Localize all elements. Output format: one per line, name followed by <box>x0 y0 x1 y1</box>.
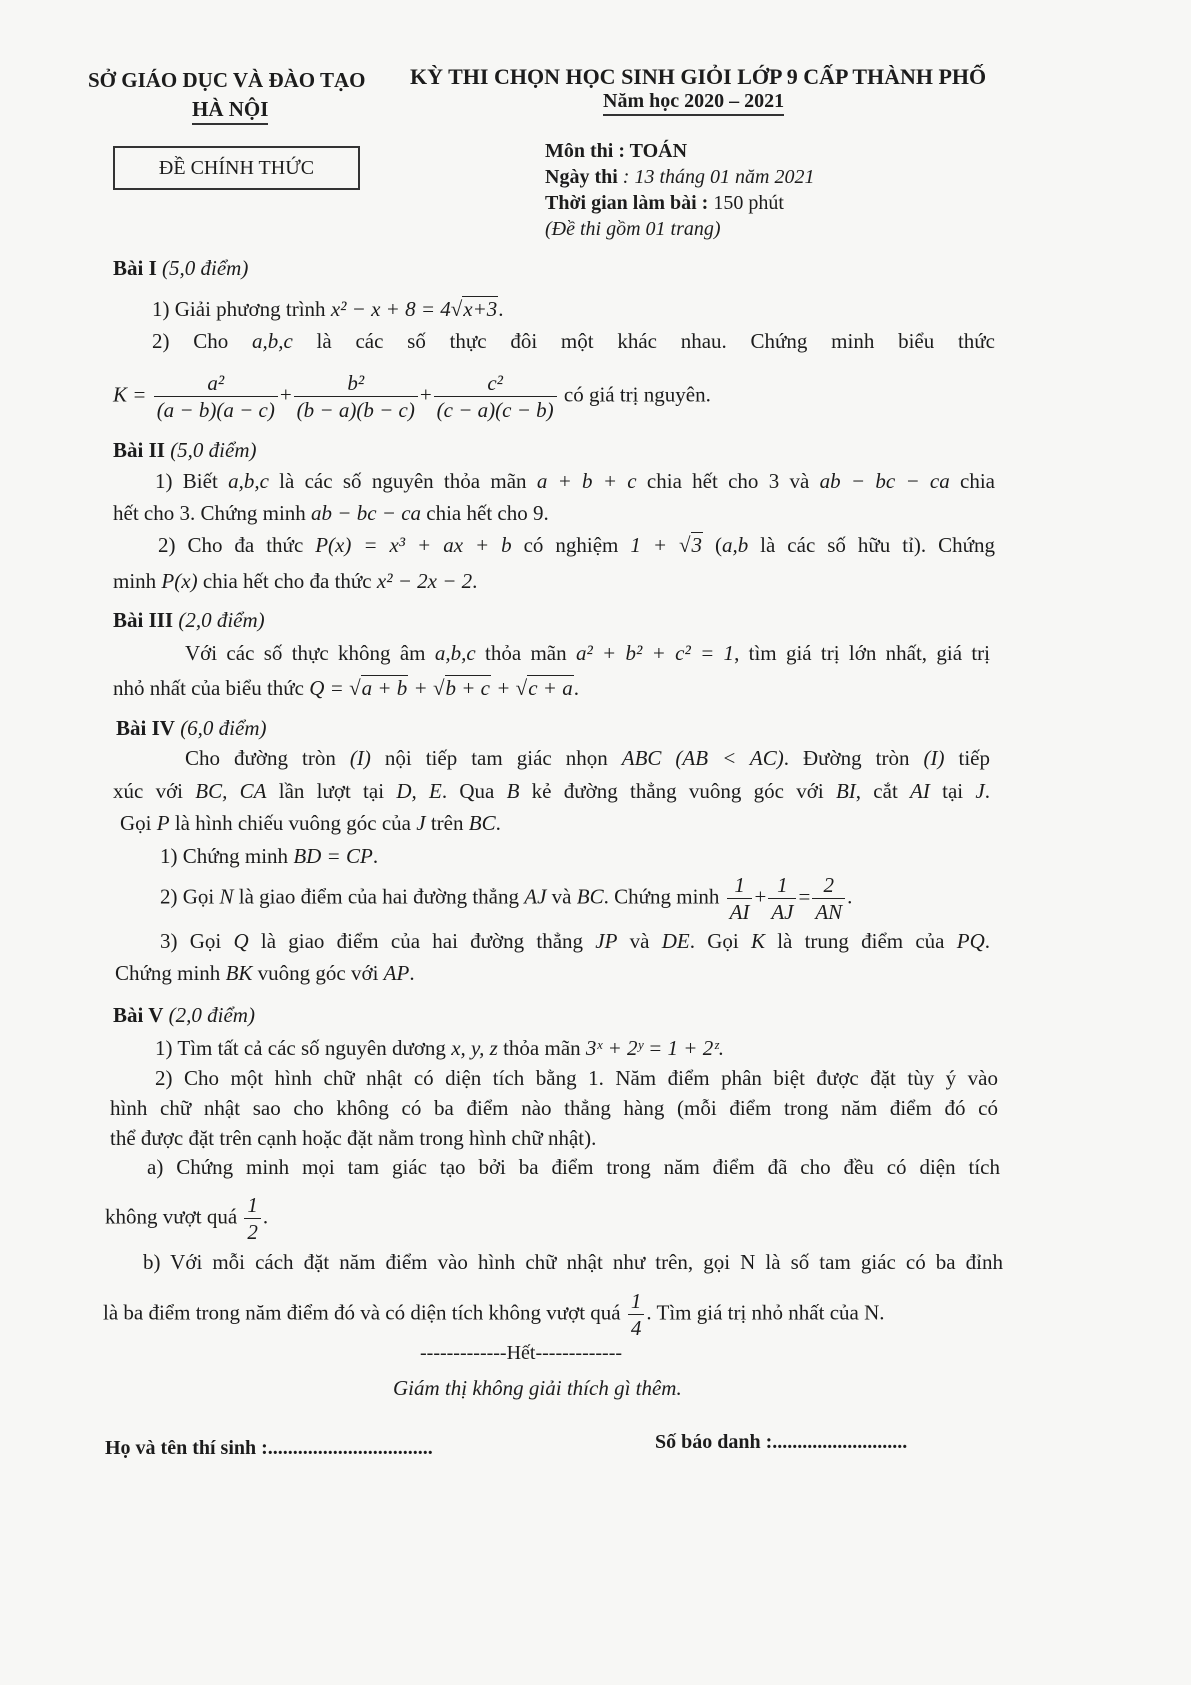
math-expression: x, y, z <box>451 1036 498 1060</box>
math-expression: a,b,c <box>228 469 269 493</box>
denominator: (c − a)(c − b) <box>434 396 557 423</box>
math-expression: P <box>156 811 170 835</box>
text-segment: là trung điểm của <box>764 929 957 953</box>
math-expression: (I) <box>923 746 945 770</box>
radical-sign-icon: √ <box>515 676 528 700</box>
denominator: 2 <box>244 1218 261 1245</box>
numerator: c² <box>487 371 503 395</box>
square-root <box>516 675 574 700</box>
bai5-heading <box>113 1003 255 1028</box>
radical-sign-icon: √ <box>432 676 445 700</box>
math-expression: 3ˣ + 2ʸ = 1 + 2ᶻ <box>585 1036 719 1060</box>
square-root <box>349 675 408 700</box>
bai4-q3 <box>160 926 990 956</box>
text-segment: là các số hữu tỉ). Chứng <box>748 533 995 557</box>
math-expression: + <box>491 676 516 700</box>
math-expression: K = <box>113 382 152 407</box>
fraction <box>628 1288 645 1341</box>
text-segment: Gọi <box>120 811 157 835</box>
text-segment: là các số thực đôi một khác nhau. Chứng minh biểu thức <box>292 329 995 353</box>
math-expression: a,b <box>721 533 749 557</box>
bai3-heading <box>113 608 265 633</box>
math-expression: BD = CP <box>293 844 373 868</box>
text-segment: . Gọi <box>689 929 751 953</box>
text-segment: là hình chiếu vuông góc của <box>169 811 417 835</box>
bai4-title: Bài IV <box>116 716 175 740</box>
math-expression: BC <box>468 811 496 835</box>
text-segment: chia hết cho đa thức <box>197 569 377 593</box>
text-segment: . <box>573 676 579 700</box>
numerator: 1 <box>630 1289 642 1313</box>
bai5-points: (2,0 điểm) <box>163 1003 255 1027</box>
radical-sign-icon: √ <box>450 297 463 321</box>
math-expression: D, E <box>396 779 442 803</box>
text-segment: 1) Giải phương trình <box>152 297 331 321</box>
duration-value: 150 phút <box>713 192 784 214</box>
bai5-q2-cont <box>110 1093 998 1123</box>
text-segment: . Qua <box>441 779 507 803</box>
math-expression: K <box>750 929 765 953</box>
text-segment: là ba điểm trong năm điểm đó và có diện tích không vượt quá <box>103 1300 626 1325</box>
numerator: 2 <box>823 873 834 897</box>
bai2-q1-cont <box>113 498 549 528</box>
math-expression: P(x) <box>161 569 198 593</box>
text-segment: hình chữ nhật sao cho không có ba điểm nào thẳng hàng (mỗi điểm trong năm điểm đó có <box>110 1096 998 1120</box>
text-segment: trên <box>425 811 469 835</box>
denominator: 4 <box>628 1314 645 1341</box>
math-expression: ab − bc − ca <box>819 469 950 493</box>
text-segment: chia hết cho 9. <box>421 501 549 525</box>
bai4-text-2 <box>113 776 990 806</box>
math-expression: a,b,c <box>251 329 293 353</box>
math-expression: a + b + c <box>536 469 637 493</box>
text-segment: thỏa mãn <box>497 1036 586 1060</box>
text-segment: Chứng minh <box>115 961 226 985</box>
text-segment: . <box>409 961 415 985</box>
bai5-q2b <box>143 1247 1003 1277</box>
math-expression: 1 + <box>630 533 679 557</box>
date-label: Ngày thi <box>545 166 623 188</box>
text-segment: tại <box>929 779 976 803</box>
radical-sign-icon: √ <box>349 676 361 700</box>
text-segment: nội tiếp tam giác nhọn <box>370 746 622 770</box>
text-segment: 1) Biết <box>155 469 229 493</box>
date-value: : 13 tháng 01 năm 2021 <box>622 166 815 188</box>
text-segment: ( <box>703 533 722 557</box>
math-expression: + <box>408 676 433 700</box>
text-segment: không vượt quá <box>105 1204 243 1229</box>
bai2-q2 <box>158 530 995 560</box>
math-expression: ABC (AB < AC) <box>621 746 784 770</box>
radicand: c + a <box>528 676 573 700</box>
end-mark: -------------Hết------------- <box>420 1342 623 1364</box>
numerator: 1 <box>777 873 788 897</box>
candidate-name-field: Họ và tên thí sinh :................................. <box>105 1437 433 1459</box>
math-expression: ab − bc − ca <box>311 501 422 525</box>
duration-line <box>545 192 784 215</box>
numerator: 1 <box>734 873 745 897</box>
math-expression: x² − x + 8 = 4 <box>330 297 451 321</box>
bai4-text <box>185 743 990 773</box>
text-segment: thỏa mãn <box>475 641 576 665</box>
text-segment: và <box>546 884 577 909</box>
radicand: a + b <box>361 676 408 700</box>
bai5-q2a-cont <box>105 1192 268 1245</box>
math-expression: PQ <box>956 929 985 953</box>
text-segment: chia hết cho 3 và <box>636 469 820 493</box>
duration-label: Thời gian làm bài : <box>545 192 714 214</box>
school-year: Năm học 2020 – 2021 <box>603 90 784 116</box>
bai2-heading <box>113 438 257 463</box>
department-city: HÀ NỘI <box>192 97 268 125</box>
math-expression: J <box>416 811 426 835</box>
bai3-text-cont <box>113 673 579 703</box>
fraction <box>434 370 557 423</box>
proctor-note: Giám thị không giải thích gì thêm. <box>393 1376 682 1400</box>
text-segment: có giá trị nguyên. <box>558 382 711 407</box>
fraction <box>154 370 278 423</box>
math-expression: Q = <box>309 676 350 700</box>
text-segment: 3) Gọi <box>160 929 234 953</box>
bai1-q2 <box>152 326 995 356</box>
square-root <box>433 675 491 700</box>
math-expression: a,b,c <box>434 641 476 665</box>
text-segment: . <box>472 569 478 593</box>
text-segment: . <box>984 779 990 803</box>
text-segment: là giao điểm của hai đường thẳng <box>248 929 596 953</box>
text-segment: xúc với <box>113 779 196 803</box>
text-segment: 2) Gọi <box>160 884 220 909</box>
text-segment: là các số nguyên thỏa mãn <box>268 469 537 493</box>
math-expression: Q <box>233 929 249 953</box>
bai4-q3-cont <box>115 958 415 988</box>
text-segment: vuông góc với <box>252 961 384 985</box>
text-segment: . <box>495 811 501 835</box>
text-segment: . <box>262 1204 269 1229</box>
date-line <box>545 166 814 189</box>
math-expression: AJ <box>524 884 547 909</box>
bai4-text-3 <box>120 808 501 838</box>
bai1-q1 <box>152 294 504 324</box>
bai5-q1 <box>155 1033 724 1063</box>
exam-title: KỲ THI CHỌN HỌC SINH GIỎI LỚP 9 CẤP THÀNH PHỐ <box>410 64 987 89</box>
numerator: a² <box>207 371 225 395</box>
denominator: (b − a)(b − c) <box>294 396 418 423</box>
text-segment: + <box>419 382 432 407</box>
bai1-heading <box>113 256 248 281</box>
text-segment: tiếp <box>944 746 991 770</box>
bai1-title: Bài I <box>113 256 157 280</box>
radical-sign-icon: √ <box>678 533 691 557</box>
bai3-points: (2,0 điểm) <box>173 608 265 632</box>
math-expression: JP <box>595 929 618 953</box>
text-segment: hết cho 3. Chứng minh <box>113 501 312 525</box>
text-segment: 2) Cho đa thức <box>158 533 316 557</box>
math-expression: J <box>975 779 985 803</box>
pages-note: (Đề thi gồm 01 trang) <box>545 218 721 240</box>
math-expression: AP <box>383 961 410 985</box>
text-segment: 1) Tìm tất cả các số nguyên dương <box>155 1036 452 1060</box>
denominator: AI <box>727 898 753 925</box>
text-segment: chia <box>949 469 995 493</box>
text-segment: b) Với mỗi cách đặt năm điểm vào hình chữ nhật như trên, gọi N là số tam giác có ba đỉnh <box>143 1250 1003 1274</box>
text-segment: và <box>617 929 662 953</box>
text-segment: Với các số thực không âm <box>185 641 435 665</box>
text-segment: . <box>718 1036 724 1060</box>
radicand: 3 <box>691 533 702 557</box>
bai1-points: (5,0 điểm) <box>156 256 249 280</box>
math-expression: BC, CA <box>195 779 267 803</box>
fraction <box>244 1192 261 1245</box>
bai4-q2 <box>160 872 852 925</box>
bai5-q2a <box>147 1152 1000 1182</box>
bai4-heading <box>116 716 267 741</box>
text-segment: lần lượt tại <box>266 779 397 803</box>
math-expression: BI <box>835 779 856 803</box>
bai5-q2 <box>155 1063 998 1093</box>
text-segment: thể được đặt trên cạnh hoặc đặt nằm trong hình chữ nhật). <box>110 1126 597 1150</box>
text-segment: minh <box>113 569 162 593</box>
denominator: AJ <box>768 898 796 925</box>
square-root <box>451 296 499 321</box>
bai2-points: (5,0 điểm) <box>164 438 257 462</box>
text-segment: là giao điểm của hai đường thẳng <box>233 884 525 909</box>
bai5-title: Bài V <box>113 1003 164 1027</box>
fraction <box>812 872 845 925</box>
bai2-title: Bài II <box>113 438 165 462</box>
text-segment: 1) Chứng minh <box>160 844 294 868</box>
official-exam-box <box>113 146 360 190</box>
text-segment: + <box>754 884 767 909</box>
bai3-text <box>185 638 990 668</box>
math-expression: BC <box>576 884 604 909</box>
square-root <box>679 532 703 557</box>
math-expression: a² + b² + c² = 1 <box>575 641 735 665</box>
math-expression: AI <box>910 779 930 803</box>
text-segment: kẻ đường thẳng vuông góc với <box>519 779 836 803</box>
bai2-q2-cont <box>113 566 477 596</box>
numerator: 1 <box>247 1193 258 1217</box>
bai5-q2b-cont <box>103 1288 885 1341</box>
bai5-q2-cont-2 <box>110 1123 596 1153</box>
subject-line <box>545 140 687 163</box>
math-expression: DE <box>661 929 690 953</box>
bai1-q2-formula <box>113 370 711 423</box>
bai3-title: Bài III <box>113 608 174 632</box>
text-segment: nhỏ nhất của biểu thức <box>113 676 310 700</box>
math-expression: BK <box>225 961 253 985</box>
fraction <box>294 370 418 423</box>
subject-label: Môn thi : <box>545 140 630 162</box>
text-segment: Cho đường tròn <box>185 746 350 770</box>
text-segment: 2) Cho <box>152 329 252 353</box>
text-segment: có nghiệm <box>511 533 631 557</box>
text-segment: , tìm giá trị lớn nhất, giá trị <box>734 641 991 665</box>
text-segment: = <box>798 884 811 909</box>
denominator: (a − b)(a − c) <box>154 396 278 423</box>
fraction <box>768 872 796 925</box>
subject-value: TOÁN <box>629 140 688 162</box>
math-expression: B <box>506 779 520 803</box>
radicand: b + c <box>445 676 490 700</box>
fraction <box>727 872 753 925</box>
department-name: SỞ GIÁO DỤC VÀ ĐÀO TẠO <box>88 68 366 92</box>
text-segment: . <box>847 884 853 909</box>
text-segment: a) Chứng minh mọi tam giác tạo bởi ba điểm trong năm điểm đã cho đều có diện tích <box>147 1155 1000 1179</box>
candidate-number-field: Số báo danh :........................... <box>655 1431 908 1453</box>
radicand: x+3 <box>463 297 498 321</box>
text-segment: . Đường tròn <box>783 746 924 770</box>
math-expression: P(x) = x³ + ax + b <box>315 533 512 557</box>
official-label: ĐỀ CHÍNH THỨC <box>158 156 315 179</box>
text-segment: . Tìm giá trị nhỏ nhất của N. <box>646 1300 885 1325</box>
math-expression: N <box>219 884 234 909</box>
bai4-points: (6,0 điểm) <box>174 716 267 740</box>
denominator: AN <box>812 898 845 925</box>
text-segment: . <box>984 929 990 953</box>
text-segment: . <box>498 297 504 321</box>
bai2-q1 <box>155 466 995 496</box>
text-segment: . Chứng minh <box>603 884 725 909</box>
math-expression: (I) <box>349 746 371 770</box>
math-expression: x² − 2x − 2 <box>376 569 473 593</box>
text-segment: . <box>372 844 379 868</box>
text-segment: 2) Cho một hình chữ nhật có diện tích bằng 1. Năm điểm phân biệt được đặt tùy ý vào <box>155 1066 998 1090</box>
text-segment: + <box>279 382 292 407</box>
bai4-q1 <box>160 841 378 871</box>
text-segment: , cắt <box>855 779 911 803</box>
numerator: b² <box>347 371 365 395</box>
